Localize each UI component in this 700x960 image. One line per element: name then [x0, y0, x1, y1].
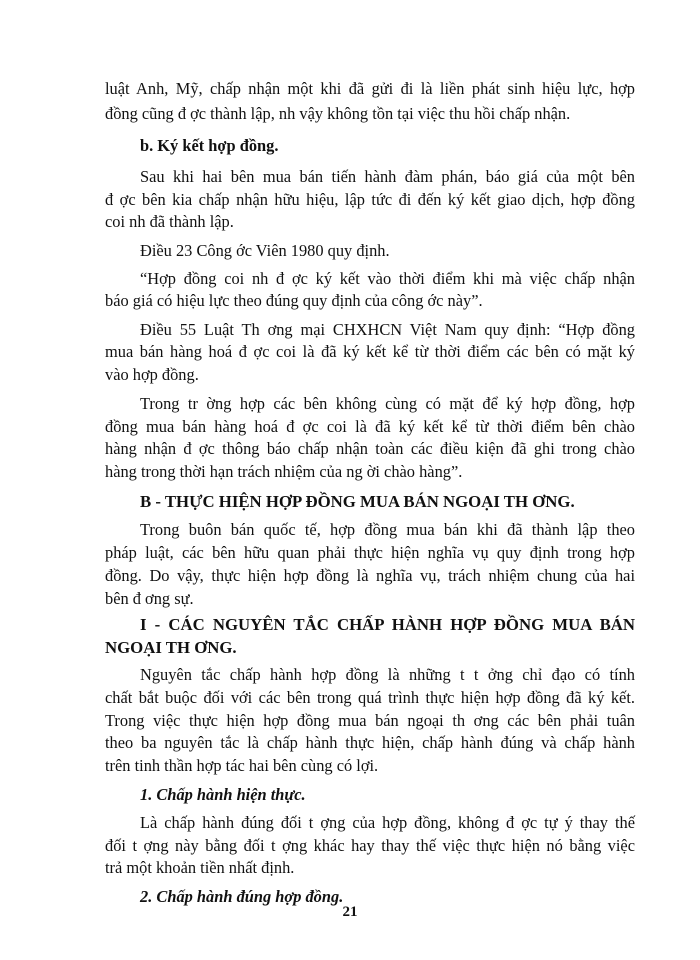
body-text-line: Trong tr ờng hợp các bên không cùng có mặt để ký hợp đồng, hợp [140, 394, 635, 413]
body-text-line: Nguyên tắc chấp hành hợp đồng là những t t ởng chỉ đạo có tính [140, 665, 635, 684]
body-text-line: đồng cũng đ ợc thành lập, nh vậy không tồn tại việc thu hồi chấp nhận. [105, 104, 571, 123]
body-text-line: Điều 23 Công ớc Viên 1980 quy định. [140, 241, 390, 260]
body-text-line: Trong buôn bán quốc tế, hợp đồng mua bán khi đã thành lập theo [140, 520, 635, 539]
body-text-line: đối t ợng này bằng đối t ợng khác hay thay thế việc thực hiện nó bằng việc [105, 836, 635, 855]
body-text-line: đồng. Do vậy, thực hiện hợp đồng là nghĩa vụ, trách nhiệm chung của hai [105, 566, 635, 585]
body-text-line: pháp luật, các bên hữu quan phải thực hiện nghĩa vụ quy định trong hợp [105, 543, 635, 562]
body-text-line: chất bắt buộc đối với các bên trong quá trình thực hiện hợp đồng đã ký kết. [105, 688, 635, 707]
body-text-line: coi nh đã thành lập. [105, 212, 234, 231]
body-text-line: trên tinh thần hợp tác hai bên cùng có lợi. [105, 756, 379, 775]
body-text-line: đ ợc bên kia chấp nhận hữu hiệu, lập tức đi đến ký kết giao dịch, hợp đồng [105, 190, 635, 209]
subheading-1: 1. Chấp hành hiện thực. [140, 785, 306, 804]
page-number: 21 [342, 904, 358, 920]
quote-line: báo giá có hiệu lực theo đúng quy định của công ớc này”. [105, 291, 483, 310]
body-text-line: hàng nhận đ ợc thông báo chấp nhận toàn các điều kiện đã ghi trong chào [105, 439, 635, 458]
body-text-line: Sau khi hai bên mua bán tiến hành đàm phán, báo giá của một bên [140, 167, 635, 186]
body-text-line: bên đ ơng sự. [105, 589, 194, 608]
body-text-line: hàng trong thời hạn trách nhiệm của ng ời chào hàng”. [105, 462, 463, 481]
section-heading-I-cont: NGOẠI TH ƠNG. [105, 638, 237, 657]
body-text-line: luật Anh, Mỹ, chấp nhận một khi đã gửi đi là liền phát sinh hiệu lực, hợp [105, 79, 635, 98]
body-text-line: đồng mua bán hàng hoá đ ợc coi là đã ký kết kể từ thời điểm bên chào [105, 417, 635, 436]
body-text-line: theo ba nguyên tắc là chấp hành thực hiện, chấp hành đúng và chấp hành [105, 733, 635, 752]
section-heading-B: B - THỰC HIỆN HỢP ĐỒNG MUA BÁN NGOẠI TH ƠNG. [140, 492, 575, 511]
section-heading-I: I - CÁC NGUYÊN TẮC CHẤP HÀNH HỢP ĐỒNG MUA BÁN [140, 615, 635, 634]
section-heading-b: b. Ký kết hợp đồng. [140, 136, 279, 155]
subheading-2: 2. Chấp hành đúng hợp đồng. [140, 887, 344, 906]
body-text-line: Là chấp hành đúng đối t ợng của hợp đồng, không đ ợc tự ý thay thế [140, 813, 635, 832]
body-text-line: Điều 55 Luật Th ơng mại CHXHCN Việt Nam quy định: “Hợp đồng [140, 320, 635, 339]
quote-line: “Hợp đồng coi nh đ ợc ký kết vào thời điểm khi mà việc chấp nhận [140, 269, 635, 288]
body-text-line: mua bán hàng hoá đ ợc coi là đã ký kết kể từ thời điểm các bên có mặt ký [105, 342, 635, 361]
body-text-line: Trong việc thực hiện hợp đồng mua bán ngoại th ơng các bên phải tuân [105, 711, 635, 730]
body-text-line: vào hợp đồng. [105, 365, 199, 384]
body-text-line: trả một khoản tiền nhất định. [105, 858, 295, 877]
